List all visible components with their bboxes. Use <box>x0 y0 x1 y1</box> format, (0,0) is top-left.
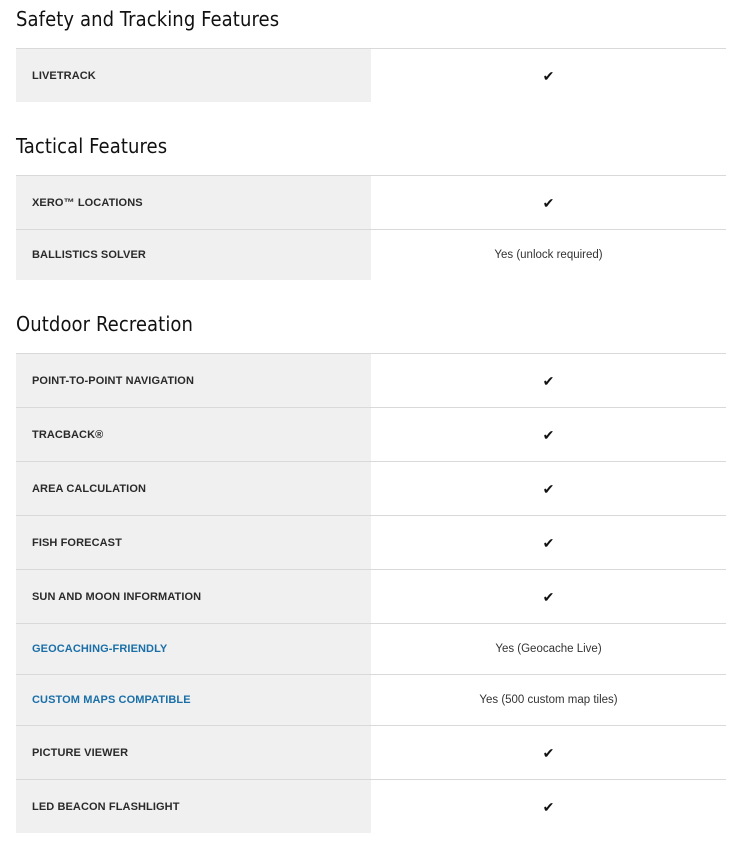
table-row <box>16 780 726 833</box>
table-row <box>16 675 726 726</box>
feature-label-ballistics-solver: BALLISTICS SOLVER <box>16 230 371 280</box>
table-row <box>16 176 726 230</box>
feature-label-led-beacon: LED BEACON FLASHLIGHT <box>16 780 371 833</box>
feature-value <box>371 354 726 407</box>
feature-label-point-to-point: POINT-TO-POINT NAVIGATION <box>16 354 371 407</box>
feature-label-tracback: TRACBACK® <box>16 408 371 461</box>
checkmark-icon: ✔ <box>542 194 555 211</box>
custom-maps-compatible-link[interactable]: CUSTOM MAPS COMPATIBLE <box>16 675 371 725</box>
checkmark-icon: ✔ <box>542 534 555 551</box>
feature-value <box>371 570 726 623</box>
feature-value: Yes (unlock required) <box>494 249 603 261</box>
feature-value: Yes (500 custom map tiles) <box>479 694 618 706</box>
spec-table <box>16 175 726 280</box>
feature-label-sun-moon: SUN AND MOON INFORMATION <box>16 570 371 623</box>
checkmark-icon: ✔ <box>542 426 555 443</box>
feature-value <box>371 462 726 515</box>
table-row <box>16 462 726 516</box>
table-row <box>16 49 726 102</box>
feature-label-livetrack: LIVETRACK <box>16 49 371 102</box>
feature-value <box>371 780 726 833</box>
table-row <box>16 230 726 280</box>
feature-value <box>371 726 726 779</box>
feature-value: Yes (Geocache Live) <box>495 643 602 655</box>
feature-label-area-calculation: AREA CALCULATION <box>16 462 371 515</box>
section-title: Outdoor Recreation <box>16 312 194 336</box>
table-row <box>16 516 726 570</box>
table-row <box>16 408 726 462</box>
section-title: Tactical Features <box>16 134 168 158</box>
checkmark-icon: ✔ <box>542 588 555 605</box>
section-tactical <box>16 127 726 280</box>
table-row <box>16 570 726 624</box>
section-outdoor-recreation <box>16 305 726 833</box>
feature-value <box>371 176 726 229</box>
geocaching-friendly-link[interactable]: GEOCACHING-FRIENDLY <box>16 624 371 674</box>
feature-value <box>371 49 726 102</box>
checkmark-icon: ✔ <box>542 744 555 761</box>
checkmark-icon: ✔ <box>542 67 555 84</box>
table-row <box>16 624 726 675</box>
checkmark-icon: ✔ <box>542 372 555 389</box>
section-title: Safety and Tracking Features <box>16 7 280 31</box>
feature-value <box>371 516 726 569</box>
feature-label-xero-locations: XERO™ LOCATIONS <box>16 176 371 229</box>
spec-table <box>16 48 726 102</box>
section-safety-tracking <box>16 0 726 102</box>
table-row <box>16 354 726 408</box>
checkmark-icon: ✔ <box>542 480 555 497</box>
checkmark-icon: ✔ <box>542 798 555 815</box>
feature-label-fish-forecast: FISH FORECAST <box>16 516 371 569</box>
feature-label-picture-viewer: PICTURE VIEWER <box>16 726 371 779</box>
spec-table <box>16 353 726 833</box>
feature-value <box>371 408 726 461</box>
table-row <box>16 726 726 780</box>
